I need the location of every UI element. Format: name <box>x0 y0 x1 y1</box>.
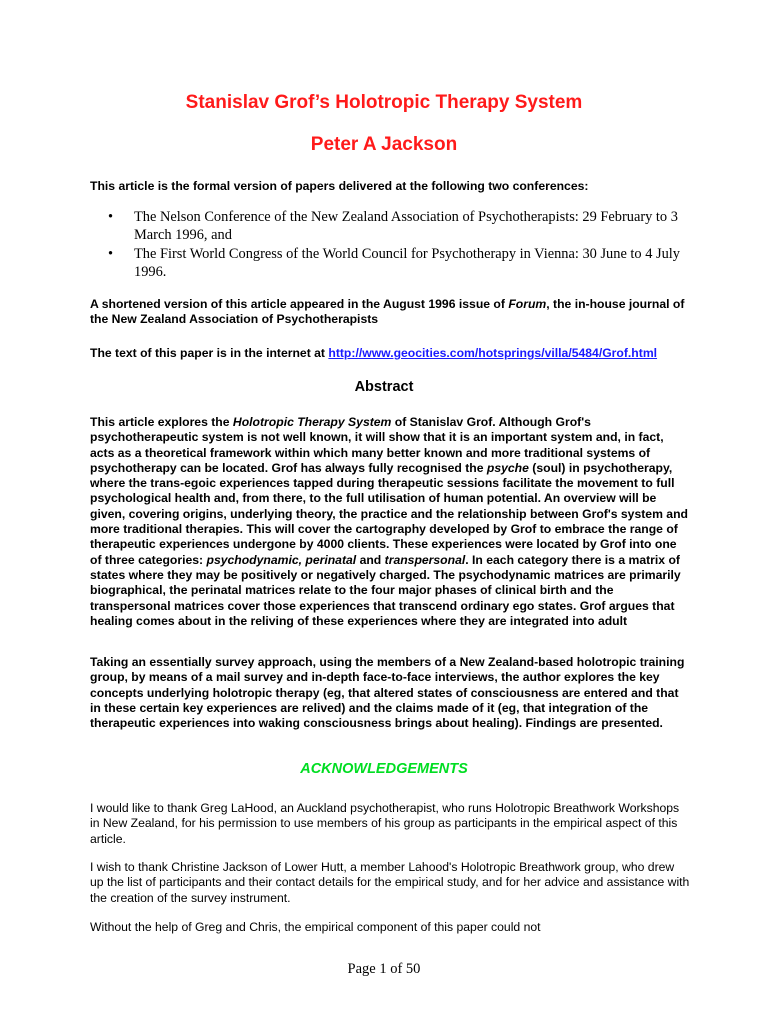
shortened-text: A shortened version of this article appeared in the August 1996 issue of <box>90 297 509 311</box>
acknowledgement-paragraph-1: I would like to thank Greg LaHood, an Auckland psychotherapist, who runs Holotropic Breathwork Workshops in New Zealand, for his permission to use members of his group as participants in the empirical aspect of this article. <box>90 801 680 846</box>
shortened-text: , the in-house journal of the New Zealand Association of Psychotherapists <box>90 297 685 327</box>
intro-paragraph: This article is the formal version of papers delivered at the following two conferences: <box>90 179 589 193</box>
abstract-paragraph-2: Taking an essentially survey approach, using the members of a New Zealand-based holotropic training group, by means of a mail survey and in-depth face-to-face interviews, the author explores the key concepts underlying holotropic therapy (eg, that altered states of consciousness are entered and that in these certain key experiences are relived) and the claims made of it (eg, that integration of the therapeutic experiences into waking consciousness brings about healing). Findings are presented. <box>90 655 685 731</box>
acknowledgement-paragraph-2: I wish to thank Christine Jackson of Lower Hutt, a member Lahood's Holotropic Breathwork group, who drew up the list of participants and their contact details for the empirical study, and for her advice and assistance with the creation of the survey instrument. <box>90 860 690 905</box>
forum-title: Forum <box>508 297 547 311</box>
abstract-italic: psychodynamic, perinatal <box>206 552 357 567</box>
abstract-italic: Holotropic Therapy System <box>232 415 392 429</box>
acknowledgements-heading: ACKNOWLEDGEMENTS <box>300 761 468 777</box>
abstract-text: (soul) in psychotherapy, where the trans-egoic experiences tapped during therapeutic sessions facilitate the movement to full psychological health and, from there, to the full utilisation of human potential. An overview will be given, covering origins, underlying theory, the practice and the relationship between Grof's system and more traditional therapies. This will cover the cartography developed by Grof to embrace the range of therapeutic experiences undergone by 4000 clients. These experiences were located by Grof into one of three categories: <box>90 460 688 567</box>
abstract-text: and <box>356 552 385 567</box>
author-name: Peter A Jackson <box>310 134 458 155</box>
acknowledgement-paragraph-3: Without the help of Greg and Chris, the empirical component of this paper could not <box>90 920 541 934</box>
conference-item-text: The Nelson Conference of the New Zealand Association of Psychotherapists: 29 February to 3 March 1996, and <box>134 209 678 244</box>
list-item <box>108 245 688 282</box>
list-item <box>108 208 688 245</box>
conference-item-text: The First World Congress of the World Council for Psychotherapy in Vienna: 30 June to 4 July 1996. <box>134 245 681 280</box>
internet-text: The text of this paper is in the internet at <box>90 346 329 360</box>
abstract-text: . In each category there is a matrix of states where they may be positively or negatively charged. The psychodynamic matrices are primarily biographical, the perinatal matrices relate to the four major phases of clinical birth and the transpersonal matrices cover those experiences that transcend ordinary ego states. Grof argues that healing comes about in the reliving of these experiences where they are integrated into adult <box>90 552 681 628</box>
abstract-italic: transpersonal <box>384 552 466 567</box>
abstract-paragraph-1 <box>90 415 690 629</box>
paper-url-link[interactable]: http://www.geocities.com/hotsprings/villa/5484/Grof.html <box>328 346 658 360</box>
abstract-text: This article explores the <box>90 415 233 429</box>
document-title: Stanislav Grof’s Holotropic Therapy System <box>185 92 583 113</box>
page-number: Page 1 of 50 <box>347 961 421 977</box>
abstract-text: of Stanislav Grof. Although Grof's psychotherapeutic system is not well known, it will show that it is an important system and, in fact, acts as a theoretical framework within which many better known and more traditional systems of psychotherapy can be located. Grof has always fully recognised the <box>90 415 664 475</box>
shortened-version-note <box>90 297 690 328</box>
internet-note <box>90 346 690 361</box>
bullet-icon: • <box>108 209 114 225</box>
abstract-italic: psyche <box>486 460 529 475</box>
conference-list <box>108 208 688 281</box>
bullet-icon: • <box>108 245 114 262</box>
abstract-heading: Abstract <box>354 379 414 395</box>
